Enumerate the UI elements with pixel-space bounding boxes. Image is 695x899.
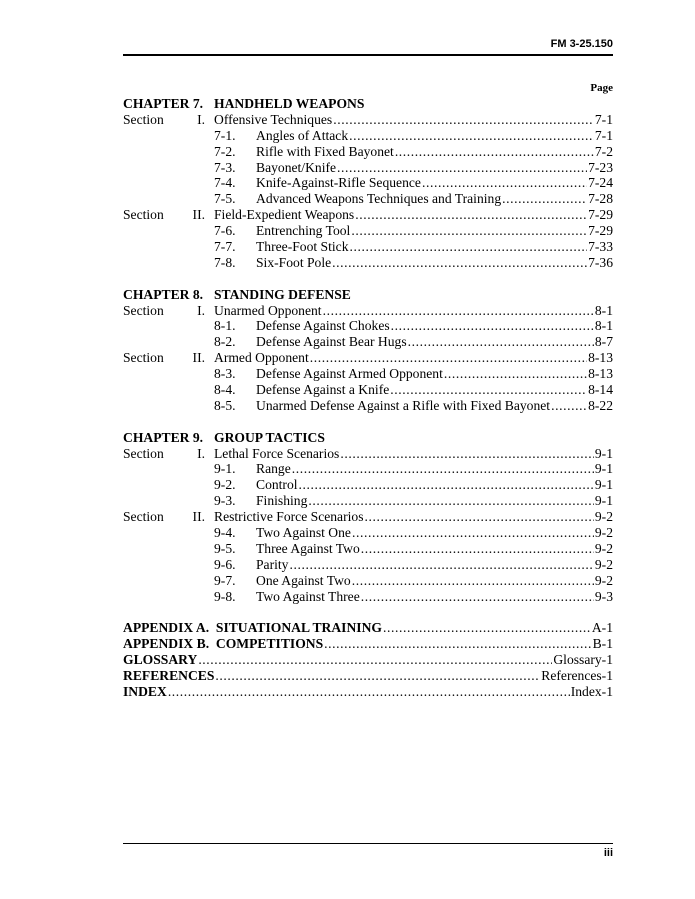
subsection-row	[123, 573, 613, 589]
entry-number: 7-4.	[214, 175, 236, 191]
section-label: Section	[123, 509, 164, 525]
back-matter-row	[123, 620, 613, 636]
subsection-row	[123, 366, 613, 382]
entry-number: 9-6.	[214, 556, 236, 572]
entry-number: 8-2.	[214, 334, 236, 350]
running-header: FM 3-25.150	[550, 38, 613, 50]
spacer	[123, 271, 613, 287]
toc-link[interactable]	[214, 112, 613, 128]
dot-leader	[502, 191, 587, 207]
entry-page: 8-13	[588, 350, 613, 366]
spacer	[123, 414, 613, 430]
entry-page: A-1	[591, 620, 613, 636]
entry-title: REFERENCES	[123, 668, 215, 684]
entry-title: APPENDIX B. COMPETITIONS	[123, 636, 324, 652]
subsection-row	[123, 541, 613, 557]
toc-link[interactable]	[123, 620, 613, 636]
entry-title: Bayonet/Knife	[256, 159, 337, 175]
toc-link[interactable]	[214, 191, 613, 207]
dot-leader	[350, 239, 588, 255]
section-row	[123, 303, 613, 319]
toc-link[interactable]	[123, 684, 613, 700]
toc-link[interactable]	[214, 446, 613, 462]
subsection-row	[123, 398, 613, 414]
entry-page: Index-1	[570, 683, 613, 699]
entry-page: Glossary-1	[553, 652, 613, 668]
toc-link[interactable]	[214, 366, 613, 382]
dot-leader	[340, 446, 594, 462]
section-label: Section	[123, 111, 164, 127]
entry-title: Defense Against a Knife	[256, 382, 390, 398]
subsection-row	[123, 223, 613, 239]
section-label: Section	[123, 207, 164, 223]
toc-link[interactable]	[214, 303, 613, 319]
subsection-row	[123, 318, 613, 334]
subsection-row	[123, 128, 613, 144]
dot-leader	[361, 589, 594, 605]
toc-link[interactable]	[214, 493, 613, 509]
section-number: I.	[197, 111, 205, 127]
entry-number: 8-4.	[214, 382, 236, 398]
toc-link[interactable]	[214, 223, 613, 239]
chapter-number: CHAPTER 9.	[123, 429, 204, 445]
entry-page: B-1	[592, 636, 613, 652]
entry-title: Advanced Weapons Techniques and Training	[256, 191, 502, 207]
toc-link[interactable]	[214, 589, 613, 605]
section-row	[123, 207, 613, 223]
dot-leader	[337, 160, 587, 176]
entry-page: 7-29	[588, 223, 613, 239]
entry-page: 7-33	[588, 239, 613, 255]
entry-page: 9-2	[594, 509, 613, 525]
page-column-label: Page	[590, 82, 613, 94]
chapter-heading	[123, 430, 613, 446]
dot-leader	[292, 461, 594, 477]
entry-page: 7-2	[594, 143, 613, 159]
dot-leader	[323, 303, 594, 319]
toc-link[interactable]	[214, 509, 613, 525]
dot-leader	[395, 144, 594, 160]
back-matter-row	[123, 636, 613, 652]
entry-page: 8-1	[594, 318, 613, 334]
toc-link[interactable]	[214, 461, 613, 477]
entry-title: Defense Against Armed Opponent	[256, 366, 443, 382]
subsection-row	[123, 477, 613, 493]
section-label: Section	[123, 302, 164, 318]
dot-leader	[308, 493, 594, 509]
dot-leader	[383, 620, 591, 636]
toc-link[interactable]	[214, 334, 613, 350]
entry-title: Unarmed Opponent	[214, 302, 322, 318]
entry-title: APPENDIX A. SITUATIONAL TRAINING	[123, 620, 382, 636]
page-number: iii	[603, 847, 613, 859]
section-number: I.	[197, 445, 205, 461]
dot-leader	[324, 636, 591, 652]
toc-link[interactable]	[123, 668, 613, 684]
dot-leader	[215, 668, 540, 684]
entry-number: 7-7.	[214, 239, 236, 255]
chapter-title: GROUP TACTICS	[214, 429, 325, 445]
toc-link[interactable]	[214, 541, 613, 557]
dot-leader	[289, 557, 593, 573]
entry-title: Armed Opponent	[214, 350, 309, 366]
entry-page: 9-2	[594, 556, 613, 572]
toc-link[interactable]	[214, 128, 613, 144]
entry-number: 9-4.	[214, 525, 236, 541]
back-matter-row	[123, 684, 613, 700]
subsection-row	[123, 160, 613, 176]
toc-link[interactable]	[214, 144, 613, 160]
toc-link[interactable]	[214, 573, 613, 589]
subsection-row	[123, 191, 613, 207]
entry-title: Entrenching Tool	[256, 223, 351, 239]
header-rule	[123, 54, 613, 56]
table-of-contents	[123, 96, 613, 700]
section-row	[123, 112, 613, 128]
chapter-title: HANDHELD WEAPONS	[214, 96, 365, 111]
subsection-row	[123, 144, 613, 160]
entry-title: Finishing	[256, 493, 308, 509]
back-matter-row	[123, 668, 613, 684]
section-number: II.	[192, 207, 205, 223]
entry-page: 9-2	[594, 572, 613, 588]
subsection-row	[123, 525, 613, 541]
toc-link[interactable]	[123, 636, 613, 652]
subsection-row	[123, 334, 613, 350]
entry-number: 7-2.	[214, 143, 236, 159]
entry-title: Lethal Force Scenarios	[214, 445, 340, 461]
section-label: Section	[123, 445, 164, 461]
section-row	[123, 509, 613, 525]
entry-title: Angles of Attack	[256, 127, 349, 143]
chapter-number: CHAPTER 8.	[123, 286, 204, 302]
back-matter-row	[123, 652, 613, 668]
entry-page: 7-36	[588, 254, 613, 270]
entry-number: 9-3.	[214, 493, 236, 509]
toc-link[interactable]	[214, 239, 613, 255]
chapter-title: STANDING DEFENSE	[214, 286, 351, 302]
chapter-number: CHAPTER 7.	[123, 96, 204, 111]
toc-link[interactable]	[214, 207, 613, 223]
dot-leader	[351, 223, 587, 239]
entry-title: Field-Expedient Weapons	[214, 207, 355, 223]
entry-page: 8-7	[594, 334, 613, 350]
subsection-row	[123, 461, 613, 477]
entry-number: 7-8.	[214, 254, 236, 270]
toc-link[interactable]	[214, 525, 613, 541]
toc-link[interactable]	[214, 398, 613, 414]
toc-link[interactable]	[214, 350, 613, 366]
entry-title: Six-Foot Pole	[256, 254, 332, 270]
entry-number: 9-8.	[214, 588, 236, 604]
entry-page: 8-1	[594, 302, 613, 318]
entry-page: 9-2	[594, 525, 613, 541]
subsection-row	[123, 255, 613, 271]
subsection-row	[123, 382, 613, 398]
entry-page: 9-1	[594, 461, 613, 477]
section-number: II.	[192, 509, 205, 525]
toc-link[interactable]	[123, 652, 613, 668]
entry-title: Three-Foot Stick	[256, 239, 349, 255]
section-number: II.	[192, 350, 205, 366]
subsection-row	[123, 557, 613, 573]
dot-leader	[333, 112, 594, 128]
footer-rule	[123, 843, 613, 844]
entry-page: 7-24	[588, 175, 613, 191]
entry-page: 7-28	[588, 191, 613, 207]
dot-leader	[349, 128, 594, 144]
dot-leader	[355, 207, 587, 223]
entry-title: Two Against Three	[256, 588, 360, 604]
entry-title: GLOSSARY	[123, 652, 198, 668]
entry-page: 9-1	[594, 445, 613, 461]
entry-number: 9-7.	[214, 572, 236, 588]
entry-page: References-1	[541, 668, 613, 684]
entry-page: 7-1	[594, 127, 613, 143]
entry-title: Rifle with Fixed Bayonet	[256, 143, 394, 159]
chapter-heading	[123, 96, 613, 112]
dot-leader	[352, 525, 594, 541]
toc-link[interactable]	[214, 318, 613, 334]
subsection-row	[123, 175, 613, 191]
chapter-heading	[123, 287, 613, 303]
entry-number: 9-2.	[214, 477, 236, 493]
entry-page: 7-23	[588, 159, 613, 175]
spacer	[123, 605, 613, 621]
dot-leader	[168, 684, 570, 700]
dot-leader	[365, 509, 594, 525]
subsection-row	[123, 589, 613, 605]
dot-leader	[391, 318, 594, 334]
dot-leader	[408, 334, 594, 350]
entry-title: Three Against Two	[256, 540, 360, 556]
entry-title: Range	[256, 461, 291, 477]
entry-page: 7-29	[588, 207, 613, 223]
section-row	[123, 446, 613, 462]
toc-link[interactable]	[214, 175, 613, 191]
entry-page: 9-2	[594, 540, 613, 556]
entry-number: 9-5.	[214, 540, 236, 556]
entry-number: 7-1.	[214, 127, 236, 143]
subsection-row	[123, 493, 613, 509]
toc-link[interactable]	[214, 557, 613, 573]
dot-leader	[310, 350, 587, 366]
entry-page: 9-1	[594, 477, 613, 493]
section-label: Section	[123, 350, 164, 366]
entry-title: INDEX	[123, 683, 167, 699]
entry-title: Two Against One	[256, 525, 351, 541]
dot-leader	[299, 477, 594, 493]
dot-leader	[390, 382, 587, 398]
dot-leader	[361, 541, 594, 557]
subsection-row	[123, 239, 613, 255]
entry-title: Unarmed Defense Against a Rifle with Fixed Bayonet	[256, 397, 551, 413]
entry-title: Defense Against Chokes	[256, 318, 390, 334]
entry-title: Knife-Against-Rifle Sequence	[256, 175, 421, 191]
entry-number: 8-1.	[214, 318, 236, 334]
dot-leader	[551, 398, 587, 414]
section-number: I.	[197, 302, 205, 318]
entry-title: Defense Against Bear Hugs	[256, 334, 407, 350]
dot-leader	[444, 366, 587, 382]
dot-leader	[352, 573, 594, 589]
entry-number: 9-1.	[214, 461, 236, 477]
dot-leader	[198, 652, 552, 668]
entry-number: 7-5.	[214, 191, 236, 207]
dot-leader	[422, 175, 587, 191]
section-row	[123, 350, 613, 366]
entry-title: One Against Two	[256, 572, 351, 588]
toc-link[interactable]	[214, 255, 613, 271]
entry-number: 8-5.	[214, 397, 236, 413]
entry-title: Parity	[256, 556, 289, 572]
entry-title: Restrictive Force Scenarios	[214, 509, 364, 525]
entry-page: 8-22	[588, 397, 613, 413]
entry-page: 9-3	[594, 588, 613, 604]
toc-link[interactable]	[214, 382, 613, 398]
entry-title: Offensive Techniques	[214, 111, 333, 127]
entry-page: 8-14	[588, 382, 613, 398]
toc-link[interactable]	[214, 160, 613, 176]
entry-page: 8-13	[588, 366, 613, 382]
entry-number: 7-6.	[214, 223, 236, 239]
entry-page: 9-1	[594, 493, 613, 509]
entry-number: 8-3.	[214, 366, 236, 382]
entry-page: 7-1	[594, 111, 613, 127]
dot-leader	[332, 255, 587, 271]
toc-link[interactable]	[214, 477, 613, 493]
entry-number: 7-3.	[214, 159, 236, 175]
entry-title: Control	[256, 477, 298, 493]
